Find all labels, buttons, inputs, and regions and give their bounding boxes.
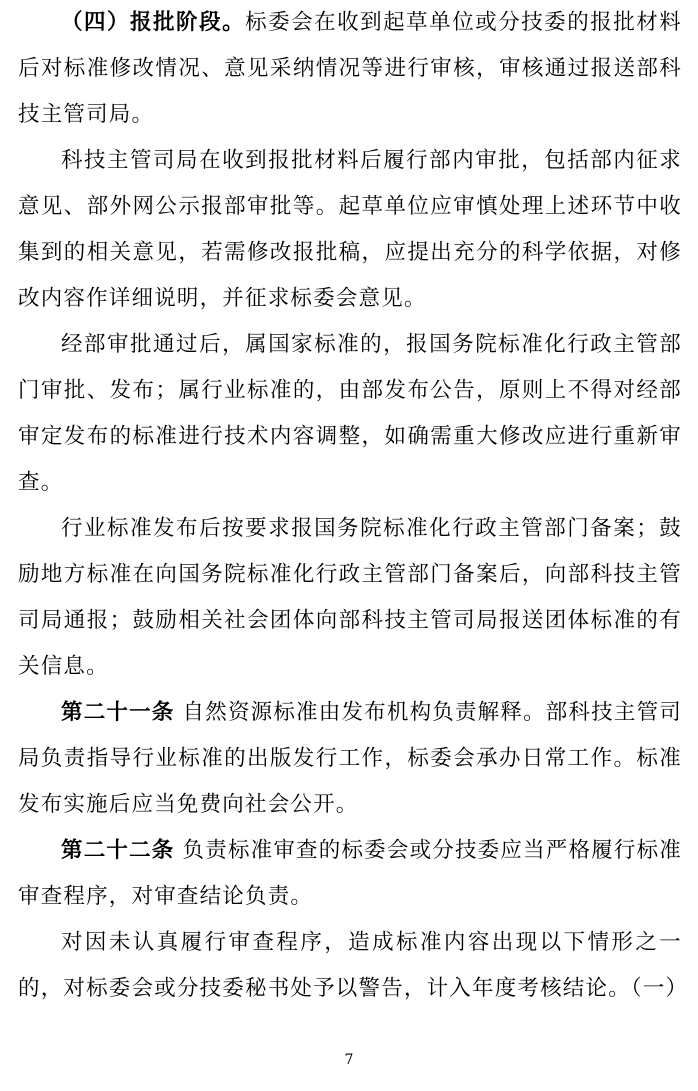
paragraph-text: 行业标准发布后按要求报国务院标准化行政主管部门备案；鼓励地方标准在向国务院标准化行政主管部门备案后，向部科技主管司局通报；鼓励相关社会团体向部科技主管司局报送团体标准的有关信息。	[18, 516, 682, 679]
page-number: 7	[344, 1052, 354, 1068]
paragraph-text: 科技主管司局在收到报批材料后履行部内审批，包括部内征求意见、部外网公示报部审批等。起草单位应审慎处理上述环节中收集到的相关意见，若需修改报批稿，应提出充分的科学依据，对修改内容作详细说明，并征求标委会意见。	[18, 148, 682, 311]
paragraph-article-22	[18, 828, 682, 920]
section-heading: （四）报批阶段。	[61, 10, 246, 35]
document-page	[18, 0, 689, 1012]
article-heading: 第二十二条	[61, 838, 175, 863]
paragraph-text: 负责标准审查的标委会或分技委应当严格履行标准审查程序，对审查结论负责。	[18, 838, 682, 909]
paragraph-text: 标委会在收到起草单位或分技委的报批材料后对标准修改情况、意见采纳情况等进行审核，审核通过报送部科技主管司局。	[18, 10, 682, 127]
paragraph-text: 对因未认真履行审查程序，造成标准内容出现以下情形之一的，对标委会或分技委秘书处予以警告，计入年度考核结论。（一）	[18, 930, 689, 1001]
paragraph-filing	[18, 506, 682, 690]
paragraph-text: 经部审批通过后，属国家标准的，报国务院标准化行政主管部门审批、发布；属行业标准的，由部发布公告，原则上不得对经部审定发布的标准进行技术内容调整，如确需重大修改应进行重新审查。	[18, 332, 682, 495]
article-heading: 第二十一条	[61, 700, 175, 725]
paragraph-article-21	[18, 690, 682, 828]
paragraph-approval-stage	[18, 0, 682, 138]
paragraph-publication	[18, 322, 682, 506]
paragraph-internal-approval	[18, 138, 682, 322]
paragraph-text: 自然资源标准由发布机构负责解释。部科技主管司局负责指导行业标准的出版发行工作，标委会承办日常工作。标准发布实施后应当免费向社会公开。	[18, 700, 682, 817]
paragraph-penalty	[18, 920, 689, 1012]
